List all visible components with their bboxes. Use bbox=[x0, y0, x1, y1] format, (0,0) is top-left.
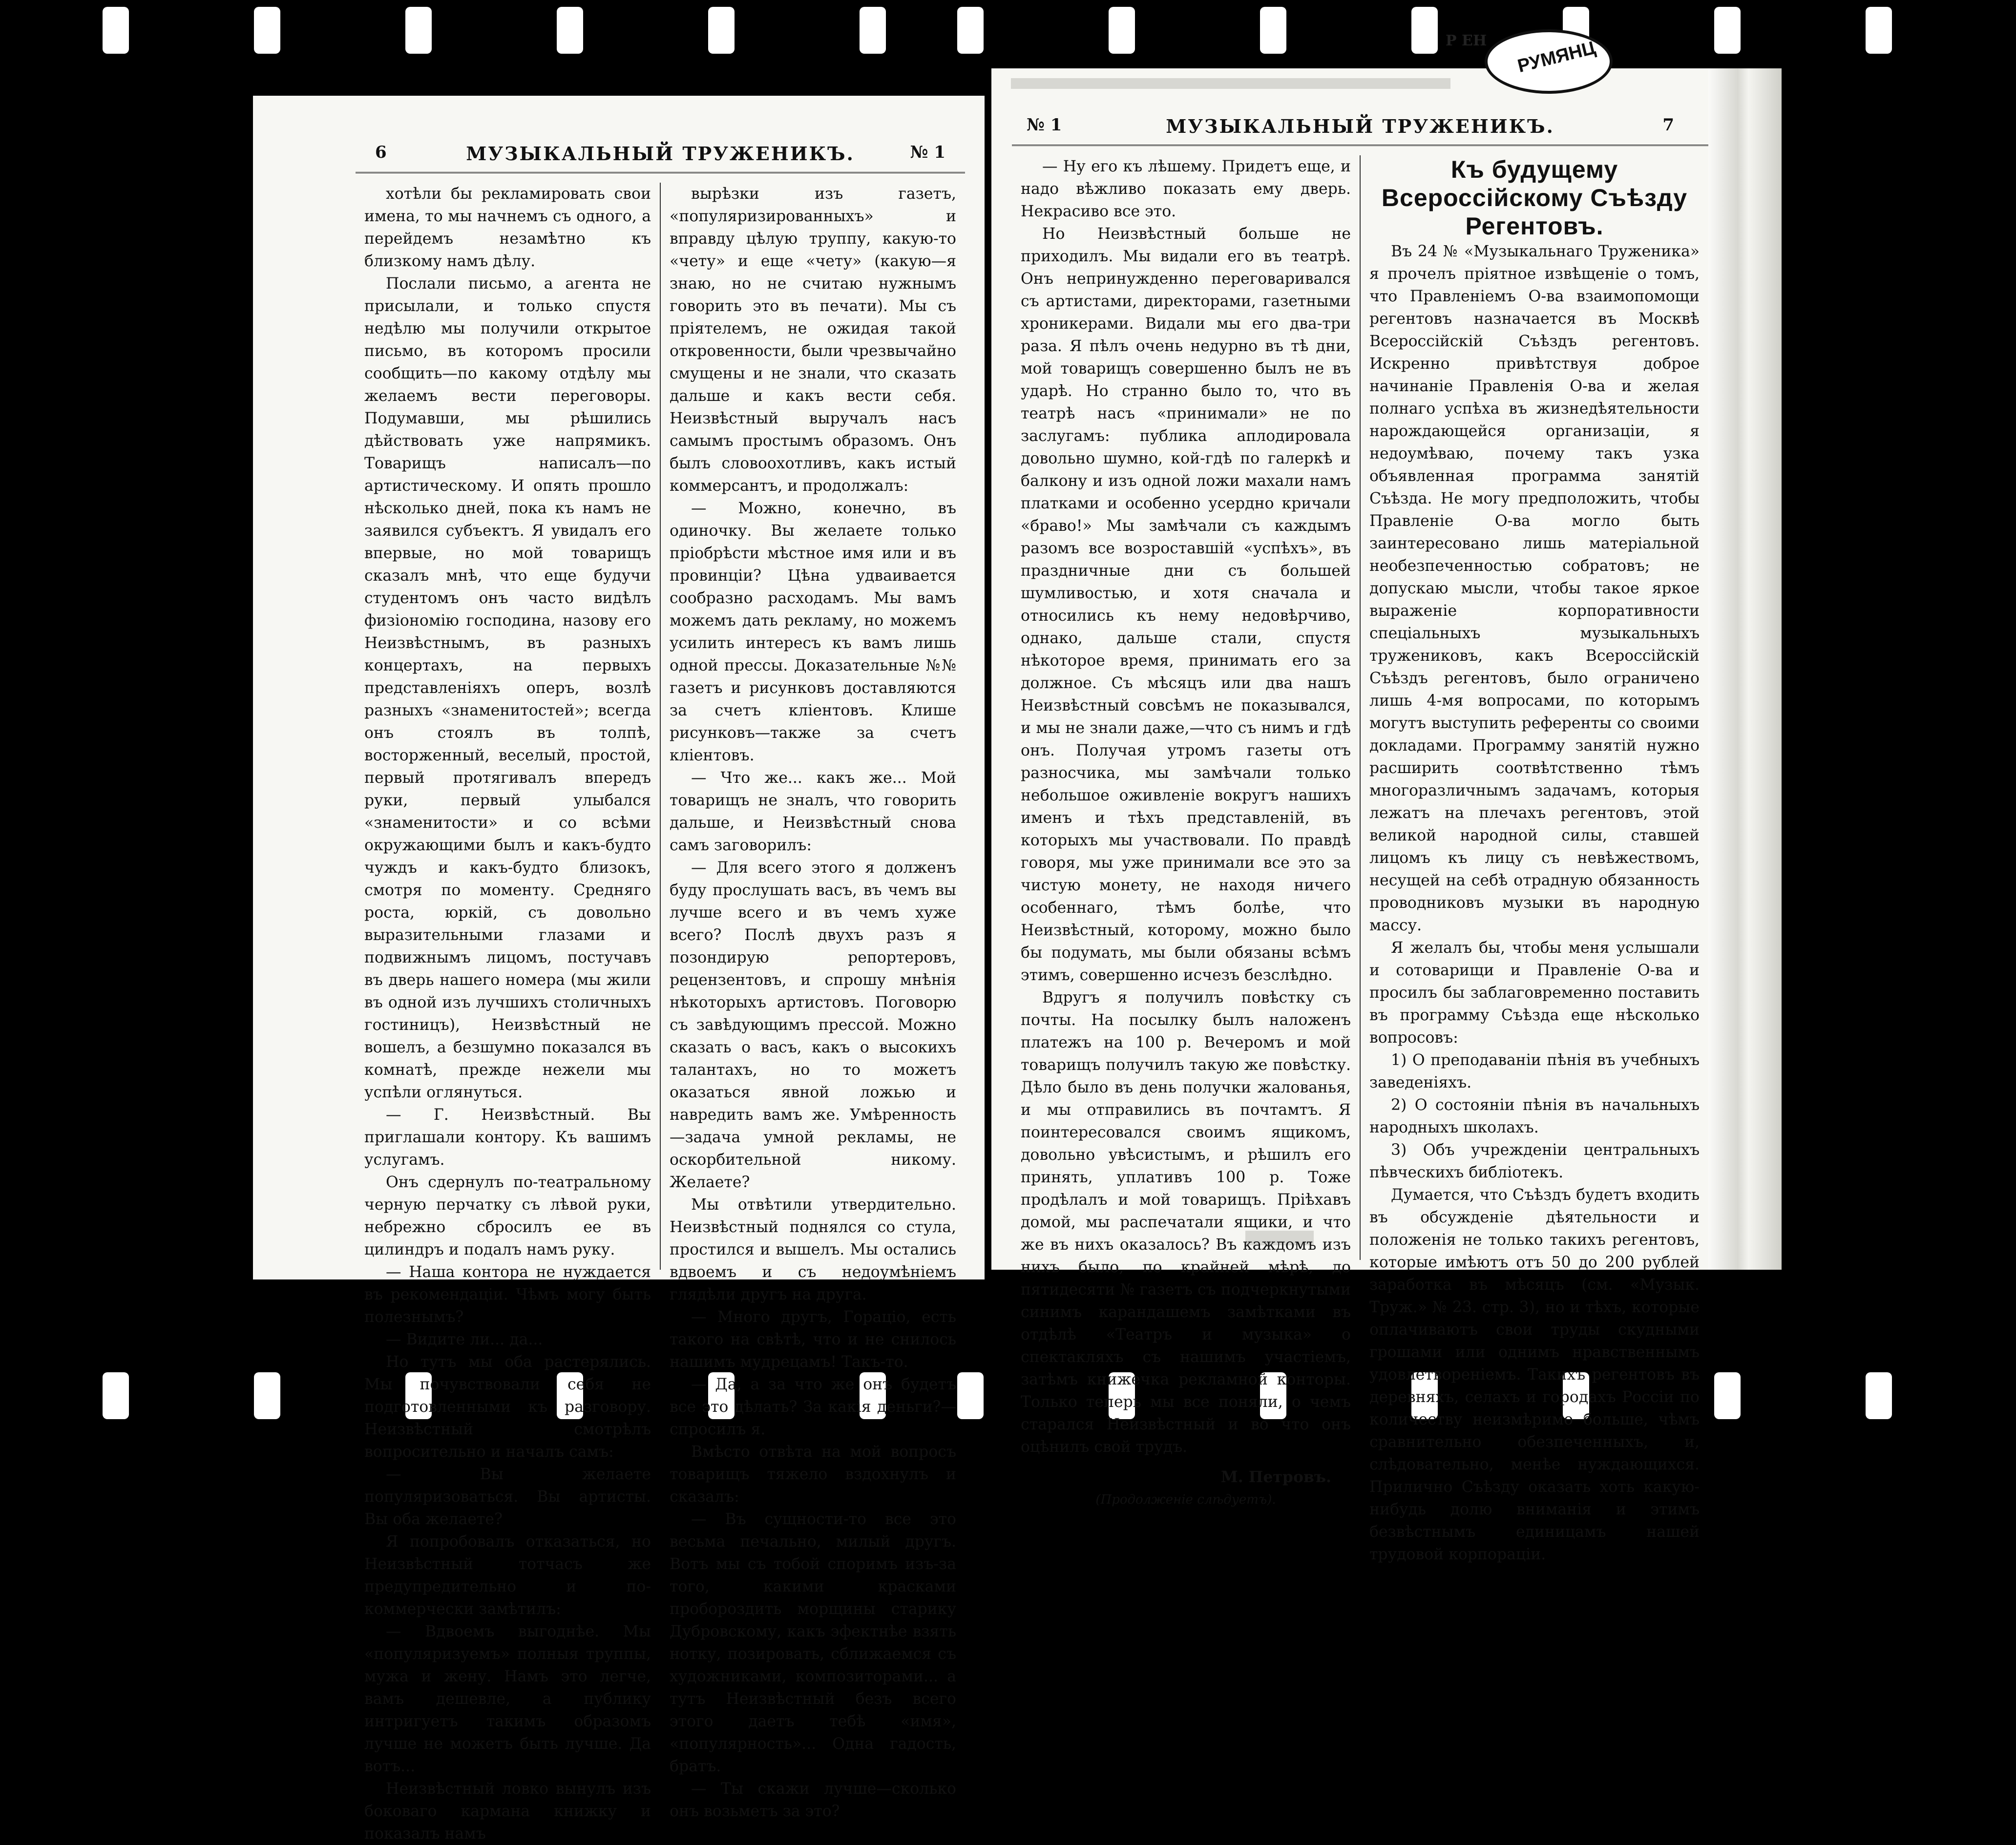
paragraph: Неизвѣстный ловко вынулъ изъ боковаго кармана книжку и показалъ намъ bbox=[364, 1780, 651, 1843]
left-page-column-1 bbox=[356, 183, 660, 1843]
continued-note: (Продолженіе слѣдуетъ). bbox=[1095, 1492, 1276, 1507]
perforation bbox=[708, 7, 735, 54]
paragraph: — Видите ли... да... bbox=[386, 1331, 543, 1348]
perforation bbox=[1714, 7, 1741, 54]
paragraph: — Ну его къ лѣшему. Придетъ еще, и надо вѣжливо показать ему дверь. Некрасиво все это. bbox=[1021, 158, 1351, 220]
left-page bbox=[253, 96, 985, 1843]
perforation bbox=[860, 7, 886, 54]
right-page-header bbox=[1012, 115, 1708, 146]
perforation bbox=[254, 7, 280, 54]
page-number: 7 bbox=[1662, 115, 1674, 135]
right-page-column-1 bbox=[1012, 155, 1360, 1507]
paragraph: Онъ сдернулъ по-театральному черную перчатку съ лѣвой руки, небрежно сбросилъ ее въ цилиндръ и подалъ намъ руку. bbox=[364, 1174, 651, 1258]
paragraph: 3) Объ учрежденіи центральныхъ пѣвческихъ библіотекъ. bbox=[1369, 1141, 1700, 1181]
perforation bbox=[1411, 7, 1438, 54]
perforation bbox=[103, 7, 129, 54]
paragraph: Но Неизвѣстный больше не приходилъ. Мы видали его въ театрѣ. Онъ непринужденно переговаривался съ артистами, директорами, газетными хроникерами. Видали мы его два-три раза. Я пѣлъ очень недурно въ тѣ дни, мой товарищъ совершенно былъ не въ ударѣ. Но странно было то, что въ театрѣ насъ «принимали» не по заслугамъ: публика аплодировала довольно шумно, кой-гдѣ по галеркѣ и балкону и изъ одной ложи махали намъ платками и особенно усердно кричали «браво!» Мы замѣчали съ каждымъ разомъ все возроставшій «успѣхъ», въ праздничные дни съ большей шумливостью, и хотя сначала и относились къ нему недовѣрчиво, однако, дальше стали, спустя нѣкоторое время, принимать его за должное. Съ мѣсяцъ или два нашъ Неизвѣстный совсѣмъ не показывался, и мы не знали даже,—что съ нимъ и гдѣ онъ. Получая утромъ газеты отъ разносчика, мы замѣчали только небольшое оживленіе вокругъ нашихъ именъ и тѣхъ представленій, въ которыхъ мы участвовали. По правдѣ говоря, мы уже принимали все это за чистую монету, не находя ничего особеннаго, тѣмъ болѣе, что Неизвѣстный, которому, можно было бы подумать, мы были обязаны всѣмъ этимъ, совершенно исчезъ безслѣдно. bbox=[1021, 225, 1351, 984]
paragraph: Вдругъ я получилъ повѣстку съ почты. На посылку былъ наложенъ платежъ на 100 р. Вечеромъ и мой товарищъ получилъ такую же повѣстку. Дѣло было въ день получки жалованья, и мы отправились въ почтамтъ. Я поинтересовался своимъ ящикомъ, довольно увѣсистымъ, и рѣшилъ его принять, уплативъ 100 р. Тоже продѣлалъ и мой товарищъ. Пріѣхавъ домой, мы распечатали ящики, и что же въ нихъ оказалось? Въ каждомъ изъ нихъ было, по крайней мѣрѣ, до пятидесяти № газетъ съ подчеркнутыми синимъ карандашемъ замѣтками въ отдѣлѣ «Театръ и музыка» о спектакляхъ съ нашимъ участіемъ, затѣмъ книжечка рекламной конторы. Только теперь мы все поняли, о чемъ старался Неизвѣстный и во что онъ оцѣнилъ свой трудъ. bbox=[1021, 989, 1351, 1456]
running-title: МУЗЫКАЛЬНЫЙ ТРУЖЕНИКЪ. bbox=[1166, 115, 1554, 137]
perforation bbox=[1866, 1372, 1892, 1419]
paragraph: — Въ сущности-то все это весьма печально, милый другъ. Вотъ мы съ тобой споримъ изъ-за того, какими красками пробороздить морщины старику Дубровскому, какъ эфектнѣе взять нотку, позировать, сближаемся съ художниками, композиторами... а тутъ Неизвѣстный безъ всего этого даетъ тебѣ «имя», «популярность»... Одна гадость, братъ. bbox=[670, 1510, 956, 1775]
stamp-text: РУМЯНЦ bbox=[1515, 37, 1598, 77]
left-page-header bbox=[356, 143, 965, 173]
perforation bbox=[557, 7, 583, 54]
page-number: 6 bbox=[375, 143, 387, 162]
paragraph: Вмѣсто отвѣта на мой вопросъ товарищъ тяжело вздохнулъ и сказалъ: bbox=[670, 1443, 956, 1506]
page-edge bbox=[1708, 68, 1782, 1270]
running-title: МУЗЫКАЛЬНЫЙ ТРУЖЕНИКЪ. bbox=[466, 143, 855, 165]
paragraph: — Много другъ, Горацiо, есть такого на свѣтѣ, что и не снилось нашимъ мудрецамъ! Такъ-то. bbox=[670, 1308, 956, 1371]
paragraph: — Г. Неизвѣстный. Вы приглашали контору. Къ вашимъ услугамъ. bbox=[364, 1106, 651, 1169]
paragraph: хотѣли бы рекламировать свои имена, то мы начнемъ съ одного, а перейдемъ незамѣтно къ близкому намъ дѣлу. bbox=[364, 185, 651, 270]
paragraph: Въ 24 № «Музыкальнаго Труженика» я прочелъ пріятное извѣщеніе о томъ, что Правленіемъ О-ва взаимопомощи регентовъ назначается въ Москвѣ Всероссійскій Съѣздъ регентовъ. Искренно привѣтствуя доброе начинаніе Правленія О-ва и желая полнаго успѣха въ жизнедѣятельности нарождающейся организаціи, я недоумѣваю, почему такъ узка объявленная программа занятій Съѣзда. Не могу предположить, чтобы Правленіе О-ва могло быть заинтересовано лишь матеріальной необезпеченностью собратовъ; не допускаю мысли, чтобы такое яркое выраженіе корпоративности спеціальныхъ музыкальныхъ тружениковъ, какъ Всероссійскій Съѣздъ регентовъ, было ограничено лишь 4-мя вопросами, по которымъ могутъ выступить референты со своими докладами. Программу занятій нужно расширить соотвѣтственно тѣмъ многоразличнымъ задачамъ, которыя лежатъ на плечахъ регентовъ, этой великой народной силы, ставшей лицомъ къ лицу съ невѣжествомъ, несущей на себѣ отрадную обязанность проводниковъ музыки въ народную массу. bbox=[1369, 243, 1700, 934]
paragraph: — Ты скажи лучше—сколько онъ возьметъ за это? bbox=[670, 1780, 956, 1820]
paragraph: — Наша контора не нуждается въ рекомендаціи. Чѣмъ могу быть полезнымъ? bbox=[364, 1263, 651, 1326]
perforation bbox=[254, 1372, 280, 1419]
perforation bbox=[957, 1372, 984, 1419]
paragraph: Но тутъ мы оба растерялись. Мы почувствовали себя не подготовленными къ разговору. Неизвѣстный смотрѣлъ вопросительно и началъ самъ: bbox=[364, 1353, 651, 1461]
library-stamp bbox=[1485, 29, 1613, 94]
issue-number: № 1 bbox=[910, 143, 945, 162]
right-page-column-2 bbox=[1361, 155, 1708, 1563]
paragraph: вырѣзки изъ газетъ, «популяризированныхъ» и вправду цѣлую труппу, какую-то «чету» и еще «чету» (какую—я знаю, но не считаю нужнымъ говорить это въ печати). Мы съ пріятелемъ, не ожидая такой откровенности, были чрезвычайно смущены и не знали, что сказать дальше и какъ вести себя. Неизвѣстный выручалъ насъ самымъ простымъ образомъ. Онъ былъ словоохотливъ, какъ истый коммерсантъ, и продолжалъ: bbox=[670, 185, 956, 495]
perforation bbox=[957, 7, 984, 54]
scan-smudge bbox=[1011, 78, 1450, 89]
perforation bbox=[1714, 1372, 1741, 1419]
paragraph: 1) О преподаваніи пѣнія въ учебныхъ заведеніяхъ. bbox=[1369, 1051, 1700, 1091]
issue-number: № 1 bbox=[1027, 115, 1062, 135]
stamp-mark: Р ЕН bbox=[1446, 32, 1487, 49]
right-page bbox=[991, 68, 1782, 1563]
author-signature: М. Петровъ. bbox=[1220, 1468, 1331, 1486]
paragraph: — Для всего этого я долженъ буду прослушать васъ, въ чемъ вы лучше всего и въ чемъ хуже всего? Послѣ двухъ разъ я позондирую репортеровъ, рецензентовъ, и спрошу мнѣнія нѣкоторыхъ артистовъ. Поговорю съ завѣдующимъ прессой. Можно сказать о васъ, какъ о высокихъ талантахъ, но то можетъ оказаться явной ложью и навредить вамъ же. Умѣренность—задача умной рекламы, не оскорбительной никому. Желаете? bbox=[670, 859, 956, 1191]
paragraph: — Можно, конечно, въ одиночку. Вы желаете только пріобрѣсти мѣстное имя или и въ провинціи? Цѣна удваивается сообразно расходамъ. Мы вамъ можемъ дать рекламу, но можемъ усилить интересъ къ вамъ лишь одной прессы. Доказательные №№ газетъ и рисунковъ доставляются за счетъ кліентовъ. Клише рисунковъ—также за счетъ кліентовъ. bbox=[670, 500, 956, 764]
paragraph: — Да, а за что же онъ будетъ все это дѣлать? За какія деньги?—спросилъ я. bbox=[670, 1376, 956, 1438]
paragraph: Я желалъ бы, чтобы меня услышали и сотоварищи и Правленіе О-ва и просилъ бы заблаговременно поставить въ программу Съѣзда еще нѣсколько вопросовъ: bbox=[1369, 939, 1700, 1047]
perforation bbox=[1109, 7, 1135, 54]
paragraph: — Вы желаете популяризоваться. Вы артисты. Вы оба желаете? bbox=[364, 1466, 651, 1528]
article-title: Къ будущему Всероссійскому Съѣзду Регентовъ. bbox=[1381, 156, 1688, 240]
paragraph: 2) О состояніи пѣнія въ начальныхъ народныхъ школахъ. bbox=[1369, 1096, 1700, 1136]
paragraph: Думается, что Съѣздъ будетъ входить въ обсужденіе дѣятельности и положенія не только такихъ регентовъ, которые имѣютъ отъ 50 до 200 рублей заработка въ мѣсяцъ (см. «Музык. Труж.» № 23. стр. 3), но и тѣхъ, которые оплачиваютъ свои труды скудными грошами или однимъ нравственнымъ удовлетвореніемъ. Такихъ регентовъ въ деревняхъ, селахъ и городахъ Россіи по количеству неизмѣримо больше, чѣмъ сравнительно обезпеченныхъ, и, слѣдовательно, менѣе нуждающихся. Прилично Съѣзду оказать хоть какую-нибудь долю вниманія и этимъ безвѣстнымъ единицамъ нашей трудовой корпораціи. bbox=[1369, 1186, 1700, 1563]
paragraph: Я попробовалъ отказаться, но Неизвѣстный тотчасъ же предупредительно и по-коммерчески замѣтилъ: bbox=[364, 1533, 651, 1618]
perforation bbox=[103, 1372, 129, 1419]
paragraph: Мы отвѣтили утвердительно. Неизвѣстный поднялся со стула, простился и вышелъ. Мы остались вдвоемъ и съ недоумѣніемъ глядѣли другъ на друга. bbox=[670, 1196, 956, 1303]
left-page-column-2 bbox=[661, 183, 965, 1820]
perforation bbox=[1866, 7, 1892, 54]
perforation bbox=[405, 7, 432, 54]
paragraph: — Что же... какъ же... Мой товарищъ не зналъ, что говорить дальше, и Неизвѣстный снова самъ заговорилъ: bbox=[670, 769, 956, 854]
paragraph: Послали письмо, а агента не присылали, и только спустя недѣлю мы получили открытое письмо, въ которомъ просили сообщить—по какому отдѣлу мы желаемъ вести переговоры. Подумавши, мы рѣшились дѣйствовать уже напрямикъ. Товарищъ написалъ—по артистическому. И опять прошло нѣсколько дней, пока къ намъ не заявился субъектъ. Я увидалъ его впервые, но мой товарищъ сказалъ мнѣ, что еще будучи студентомъ онъ часто видѣлъ физіономію господина, назову его Неизвѣстнымъ, въ разныхъ концертахъ, на первыхъ представленіяхъ оперъ, возлѣ разныхъ «знаменитостей»; всегда онъ стоялъ въ толпѣ, восторженный, веселый, простой, первый протягивалъ впередъ руки, первый улыбался «знаменитости» и со всѣми окружающими былъ и какъ-будто чуждъ и какъ-будто близокъ, смотря по моменту. Средняго роста, юркій, съ довольно выразительными глазами и подвижнымъ лицомъ, постучавъ въ дверь нашего номера (мы жили въ одной изъ лучшихъ столичныхъ гостиницъ), Неизвѣстный не вошелъ, а безшумно показался въ комнатѣ, прежде нежели мы успѣли оглянуться. bbox=[364, 275, 651, 1101]
perforation bbox=[1260, 7, 1286, 54]
paragraph: — Вдвоемъ выгоднѣе. Мы «популяризуемъ» полныя труппы, мужа и жену. Намъ это легче, вамъ дешевле, а публику интригуетъ такимъ образомъ лучше не можетъ быть лучше. Да вотъ... bbox=[364, 1623, 651, 1775]
